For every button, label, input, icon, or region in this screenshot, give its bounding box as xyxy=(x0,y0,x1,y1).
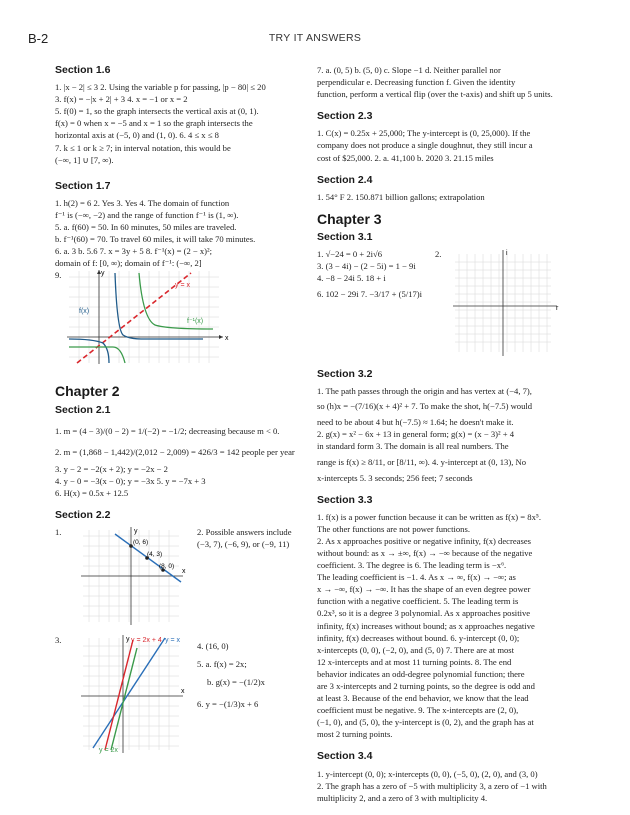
s34-line: 2. The graph has a zero of −5 with multiplicity 3, a zero of −1 with xyxy=(317,780,547,791)
s33-line: infinity, f(x) increases without bound; as x approaches negative xyxy=(317,620,535,631)
section-3-2-heading: Section 3.2 xyxy=(317,368,373,381)
s31-line: 6. 102 − 29i 7. −3/17 + (5/17)i xyxy=(317,289,423,300)
identity-label: y = x xyxy=(175,282,191,290)
s33-line: at least 3. Because of the end behavior, we know that the lead xyxy=(317,693,529,704)
s23-line: 1. C(x) = 0.25x + 25,000; The y-intercept is (0, 25,000). If the xyxy=(317,128,531,139)
section-1-7-heading: Section 1.7 xyxy=(55,179,111,192)
real-axis-label: r xyxy=(556,305,559,313)
s32-line: in standard form 3. The domain is all real numbers. The xyxy=(317,441,509,452)
s33-line: x → −∞, f(x) → −∞. It has the shape of an even degree power xyxy=(317,584,531,595)
s33-line: function with a negative coefficient. 5. The leading term is xyxy=(317,596,519,607)
finv-label: f⁻¹(x) xyxy=(187,318,204,326)
s17-line: 1. h(2) = 6 2. Yes 3. Yes 4. The domain of function xyxy=(55,197,230,208)
s34-line: 1. y-intercept (0, 0); x-intercepts (0, 0), (−5, 0), (2, 0), and (3, 0) xyxy=(317,768,538,779)
y-axis-label: y xyxy=(126,635,130,643)
s33-line: The other functions are not power functions. xyxy=(317,523,470,534)
s16-line: (−∞, 1] ∪ [7, ∞). xyxy=(55,154,114,165)
section-3-4-heading: Section 3.4 xyxy=(317,750,373,763)
y-axis-label: y xyxy=(101,270,105,278)
s16-cont-line: 7. a. (0, 5) b. (5, 0) c. Slope −1 d. Neither parallel nor xyxy=(317,65,501,75)
s33-line: coefficient. 3. The degree is 6. The leading term is −x⁶. xyxy=(317,560,507,571)
s33-line: behavior indicates an odd-degree polynomial function; there xyxy=(317,668,525,679)
s16-line: 1. |x − 2| ≤ 3 2. Using the variable p for passing, |p − 80| ≤ 20 xyxy=(55,82,266,93)
section-2-2-heading: Section 2.2 xyxy=(55,508,111,521)
s32-line: 1. The path passes through the origin and has vertex at (−4, 7), xyxy=(317,386,532,397)
s32-line: so (h)x = −(7/16)(x + 4)² + 7. To make the shot, h(−7.5) would xyxy=(317,401,533,412)
label-y-2x: y = 2x xyxy=(99,746,118,754)
s17-line: 5. a. f(60) = 50. In 60 minutes, 50 miles are traveled. xyxy=(55,222,237,233)
s32-line: x-intercepts 5. 3 seconds; 256 feet; 7 seconds xyxy=(317,472,473,483)
label-y-2x-plus-4: y = 2x + 4 xyxy=(131,636,162,644)
s16-line: 3. f(x) = −|x + 2| + 3 4. x = −1 or x = 2 xyxy=(55,94,188,105)
section-3-1-heading: Section 3.1 xyxy=(317,230,373,243)
s21-line: 2. m = (1,868 − 1,442)/(2,012 − 2,009) = 426/3 = 142 people per year xyxy=(55,446,295,457)
identity-line xyxy=(77,273,191,363)
section-2-4-heading: Section 2.4 xyxy=(317,173,373,186)
s21-line: 1. m = (4 − 3)/(0 − 2) = 1/(−2) = −1/2; decreasing because m < 0. xyxy=(55,425,280,436)
s23-line: company does not produce a single doughnut, they still incur a xyxy=(317,140,533,151)
s33-line: are 3 x-intercepts and 2 turning points, so the degree is odd and xyxy=(317,681,535,691)
chapter-3-heading: Chapter 3 xyxy=(317,210,382,227)
f-label: f(x) xyxy=(79,308,90,316)
s33-line: without bound: as x → ±∞, f(x) → −∞ because of the negative xyxy=(317,547,533,558)
s33-line: 0.2x³, so it is a degree 3 polynomial. As x approaches positive xyxy=(317,608,531,619)
s22-answer-4: 4. (16, 0) xyxy=(197,640,229,651)
section-3-3-heading: Section 3.3 xyxy=(317,493,373,506)
section-2-3-heading: Section 2.3 xyxy=(317,110,373,123)
s22-answer-2-cont: (−3, 7), (−6, 9), or (−9, 11) xyxy=(197,539,290,550)
x-axis-label: x xyxy=(225,335,229,343)
s32-line: range is f(x) ≥ 8/11, or [8/11, ∞). 4. y-intercept at (0, 13), No xyxy=(317,456,526,467)
s31-line: 4. −8 − 24i 5. 18 + i xyxy=(317,273,386,284)
s22-answer-2: 2. Possible answers include xyxy=(197,526,292,537)
s24-line: 1. 54° F 2. 150.871 billion gallons; extrapolation xyxy=(317,191,485,202)
s16-line: 7. k ≤ 1 or k ≥ 7; in interval notation, this would be xyxy=(55,142,231,153)
s31-line: 3. (3 − 4i) − (2 − 5i) = 1 − 9i xyxy=(317,261,416,272)
line-y-2x xyxy=(111,648,137,750)
s33-line: x-intercepts (0, 0), (−2, 0), and (5, 0) 7. There are at most xyxy=(317,644,515,655)
s17-item-9-number: 9. xyxy=(55,270,62,281)
s16-cont-line: perpendicular e. Decreasing function f. Given the identity xyxy=(317,77,516,88)
s32-line: 2. g(x) = x² − 6x + 13 in general form; g(x) = (x − 3)² + 4 xyxy=(317,429,514,440)
section-2-1-heading: Section 2.1 xyxy=(55,403,111,416)
s33-line: 2. As x approaches positive or negative infinity, f(x) decreases xyxy=(317,535,531,546)
y-axis-label: y xyxy=(134,527,138,535)
left-column xyxy=(55,64,300,754)
s21-line: 3. y − 2 = −2(x + 2); y = −2x − 2 xyxy=(55,463,168,474)
s16-line: f(x) = 0 when x = −5 and x = 1 so the graph intersects the xyxy=(55,118,253,129)
s33-line: The leading coefficient is −1. 4. As x → ∞, f(x) → −∞; as xyxy=(317,572,516,583)
s21-line: 4. y − 0 = −3(x − 0); y = −3x 5. y = −7x + 3 xyxy=(55,475,206,486)
s22-answer-5b: b. g(x) = −(1/2)x xyxy=(207,677,265,688)
x-axis-label: x xyxy=(181,687,185,695)
line-graph-item-1 xyxy=(79,526,187,626)
s33-line: (−1, 0), and (5, 0), the y-intercept is (0, 2), and the graph has at xyxy=(317,717,534,728)
page-code: B-2 xyxy=(28,31,49,46)
s22-answer-6: 6. y = −(1/3)x + 6 xyxy=(197,699,259,710)
s34-line: multiplicity 2, and a zero of 3 with multiplicity 4. xyxy=(317,792,488,803)
s33-line: most 2 turning points. xyxy=(317,729,393,740)
label-0-6: (0, 6) xyxy=(133,538,149,546)
label-y-x: y = x xyxy=(165,636,180,644)
line-graph-item-3 xyxy=(79,634,187,754)
s23-line: cost of $25,000. 2. a. 41,100 b. 2020 3. 21.15 miles xyxy=(317,152,494,163)
imag-axis-label: i xyxy=(506,250,508,258)
s33-line: 1. f(x) is a power function because it can be written as f(x) = 8x⁵. xyxy=(317,511,542,522)
inverse-function-graph xyxy=(63,269,233,365)
s33-line: coefficient must be negative. 9. The x-intercepts are (2, 0), xyxy=(317,705,519,716)
page-header-title: TRY IT ANSWERS xyxy=(268,32,362,44)
s17-line: domain of f: [0, ∞); domain of f⁻¹: (−∞, 2] xyxy=(55,258,202,269)
s16-cont-line: function, perform a vertical flip (over the t-axis) and shift up 5 units. xyxy=(317,89,553,100)
s32-line: need to be about 4 but h(−7.5) ≈ 1.64; he doesn't make it. xyxy=(317,417,514,428)
x-axis-label: x xyxy=(182,567,186,575)
right-column xyxy=(317,64,567,804)
s17-line: 6. a. 3 b. 5.6 7. x = 3y + 5 8. f⁻¹(x) = (2 − x)²; xyxy=(55,246,213,257)
complex-plane-graph xyxy=(451,248,563,358)
label-8-0: (8, 0) xyxy=(159,562,175,570)
s16-line: horizontal axis at (−5, 0) and (1, 0). 6. 4 ≤ x ≤ 8 xyxy=(55,130,219,141)
s16-line: 5. f(0) = 1, so the graph intersects the vertical axis at (0, 1). xyxy=(55,106,259,117)
s31-item-2-number: 2. xyxy=(435,249,442,260)
s22-item-3-number: 3. xyxy=(55,634,62,645)
label-4-3: (4, 3) xyxy=(147,550,163,558)
s33-line: 12 x-intercepts and at most 11 turning points. 8. The end xyxy=(317,656,512,667)
finv-curve-left xyxy=(69,347,125,363)
s33-line: infinity, f(x) decreases without bound. 6. y-intercept (0, 0); xyxy=(317,632,520,643)
chapter-2-heading: Chapter 2 xyxy=(55,383,120,400)
s22-answer-5a: 5. a. f(x) = 2x; xyxy=(197,659,247,670)
s21-line: 6. H(x) = 0.5x + 12.5 xyxy=(55,487,129,498)
s17-line: b. f⁻¹(60) = 70. To travel 60 miles, it will take 70 minutes. xyxy=(55,234,256,245)
section-1-6-heading: Section 1.6 xyxy=(55,64,111,76)
s22-item-1-number: 1. xyxy=(55,526,62,537)
s17-line: f⁻¹ is (−∞, −2) and the range of function f⁻¹ is (1, ∞). xyxy=(55,209,239,220)
s31-line: 1. √−24 = 0 + 2i√6 xyxy=(317,249,383,260)
